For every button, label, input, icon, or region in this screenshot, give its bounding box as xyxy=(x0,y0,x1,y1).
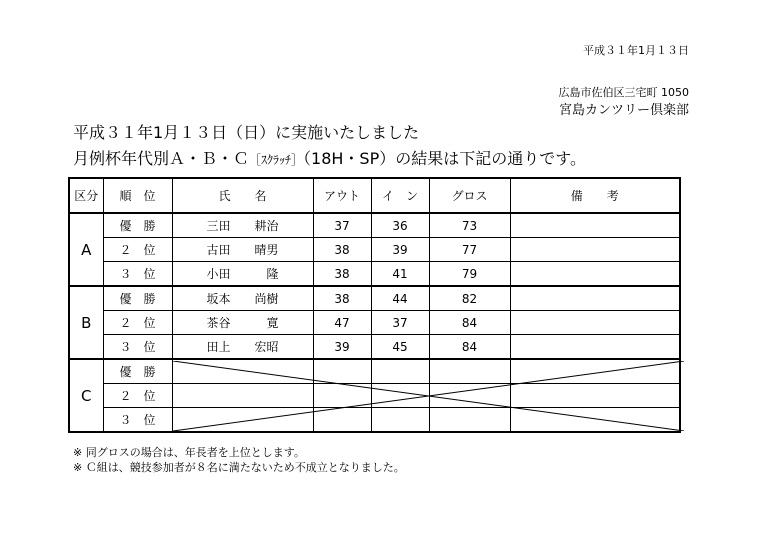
in-score-cell: 44 xyxy=(371,286,429,311)
gross-score-cell: 84 xyxy=(429,311,510,335)
footnote-tiebreak: ※ 同グロスの場合は、年長者を上位とします。 xyxy=(73,446,305,459)
out-score-cell xyxy=(313,384,371,408)
table-row xyxy=(69,359,680,384)
remarks-cell xyxy=(510,359,680,384)
table-row xyxy=(69,408,680,433)
rank-cell: ２ 位 xyxy=(103,311,172,335)
remarks-cell xyxy=(510,384,680,408)
remarks-cell xyxy=(510,238,680,262)
in-score-cell: 36 xyxy=(371,213,429,238)
table-row xyxy=(69,335,680,360)
rank-cell: 優 勝 xyxy=(103,213,172,238)
table-row xyxy=(69,286,680,311)
table-row xyxy=(69,384,680,408)
col-header-rank: 順 位 xyxy=(103,178,172,213)
remarks-cell xyxy=(510,262,680,287)
table-row xyxy=(69,311,680,335)
in-score-cell: 41 xyxy=(371,262,429,287)
player-name-cell: 茶谷 寛 xyxy=(172,311,313,335)
player-name-cell: 坂本 尚樹 xyxy=(172,286,313,311)
player-name-cell: 小田 隆 xyxy=(172,262,313,287)
rank-cell: 優 勝 xyxy=(103,359,172,384)
rank-cell: ３ 位 xyxy=(103,335,172,360)
in-score-cell: 37 xyxy=(371,311,429,335)
in-score-cell xyxy=(371,359,429,384)
player-name-cell xyxy=(172,408,313,433)
in-score-cell xyxy=(371,408,429,433)
gross-score-cell: 82 xyxy=(429,286,510,311)
player-name-cell: 三田 耕治 xyxy=(172,213,313,238)
gross-score-cell: 79 xyxy=(429,262,510,287)
gross-score-cell: 73 xyxy=(429,213,510,238)
group-label-b: B xyxy=(69,286,103,359)
col-header-name: 氏 名 xyxy=(172,178,313,213)
out-score-cell: 39 xyxy=(313,335,371,360)
scratch-label: ［ｽｸﾗｯﾁ］ xyxy=(249,153,304,167)
col-header-out: アウト xyxy=(313,178,371,213)
title-line-2-tail: （18H・SP）の結果は下記の通りです。 xyxy=(303,149,586,168)
player-name-cell: 田上 宏昭 xyxy=(172,335,313,360)
in-score-cell: 45 xyxy=(371,335,429,360)
out-score-cell: 38 xyxy=(313,286,371,311)
col-header-in: イ ン xyxy=(371,178,429,213)
group-label-a: A xyxy=(69,213,103,286)
rank-cell: ２ 位 xyxy=(103,238,172,262)
player-name-cell xyxy=(172,359,313,384)
gross-score-cell: 84 xyxy=(429,335,510,360)
out-score-cell: 38 xyxy=(313,238,371,262)
footnote-group-c: ※ Ｃ組は、競技参加者が８名に満たないため不成立となりました。 xyxy=(73,461,405,474)
club-name: 宮島カンツリー倶楽部 xyxy=(558,103,689,118)
results-table xyxy=(68,177,681,433)
club-address: 広島市佐伯区三宅町 1050 xyxy=(558,86,689,99)
rank-cell: ３ 位 xyxy=(103,262,172,287)
in-score-cell xyxy=(371,384,429,408)
table-row xyxy=(69,262,680,287)
out-score-cell: 47 xyxy=(313,311,371,335)
gross-score-cell xyxy=(429,384,510,408)
rank-cell: 優 勝 xyxy=(103,286,172,311)
col-header-division: 区分 xyxy=(69,178,103,213)
document-date: 平成３１年1月１３日 xyxy=(583,44,689,57)
col-header-remarks: 備 考 xyxy=(510,178,680,213)
rank-cell: ２ 位 xyxy=(103,384,172,408)
player-name-cell xyxy=(172,384,313,408)
table-row xyxy=(69,213,680,238)
remarks-cell xyxy=(510,286,680,311)
out-score-cell: 37 xyxy=(313,213,371,238)
gross-score-cell: 77 xyxy=(429,238,510,262)
remarks-cell xyxy=(510,408,680,433)
player-name-cell: 古田 晴男 xyxy=(172,238,313,262)
gross-score-cell xyxy=(429,408,510,433)
title-line-2-main: 月例杯年代別Ａ・Ｂ・Ｃ xyxy=(73,149,250,168)
out-score-cell xyxy=(313,359,371,384)
out-score-cell: 38 xyxy=(313,262,371,287)
out-score-cell xyxy=(313,408,371,433)
in-score-cell: 39 xyxy=(371,238,429,262)
gross-score-cell xyxy=(429,359,510,384)
title-line-1: 平成３１年1月１３日（日）に実施いたしました xyxy=(73,123,420,142)
table-row xyxy=(69,238,680,262)
title-line-2 xyxy=(73,146,586,169)
table-header-row xyxy=(69,178,680,213)
remarks-cell xyxy=(510,311,680,335)
rank-cell: ３ 位 xyxy=(103,408,172,433)
remarks-cell xyxy=(510,213,680,238)
remarks-cell xyxy=(510,335,680,360)
group-label-c: C xyxy=(69,359,103,432)
col-header-gross: グロス xyxy=(429,178,510,213)
